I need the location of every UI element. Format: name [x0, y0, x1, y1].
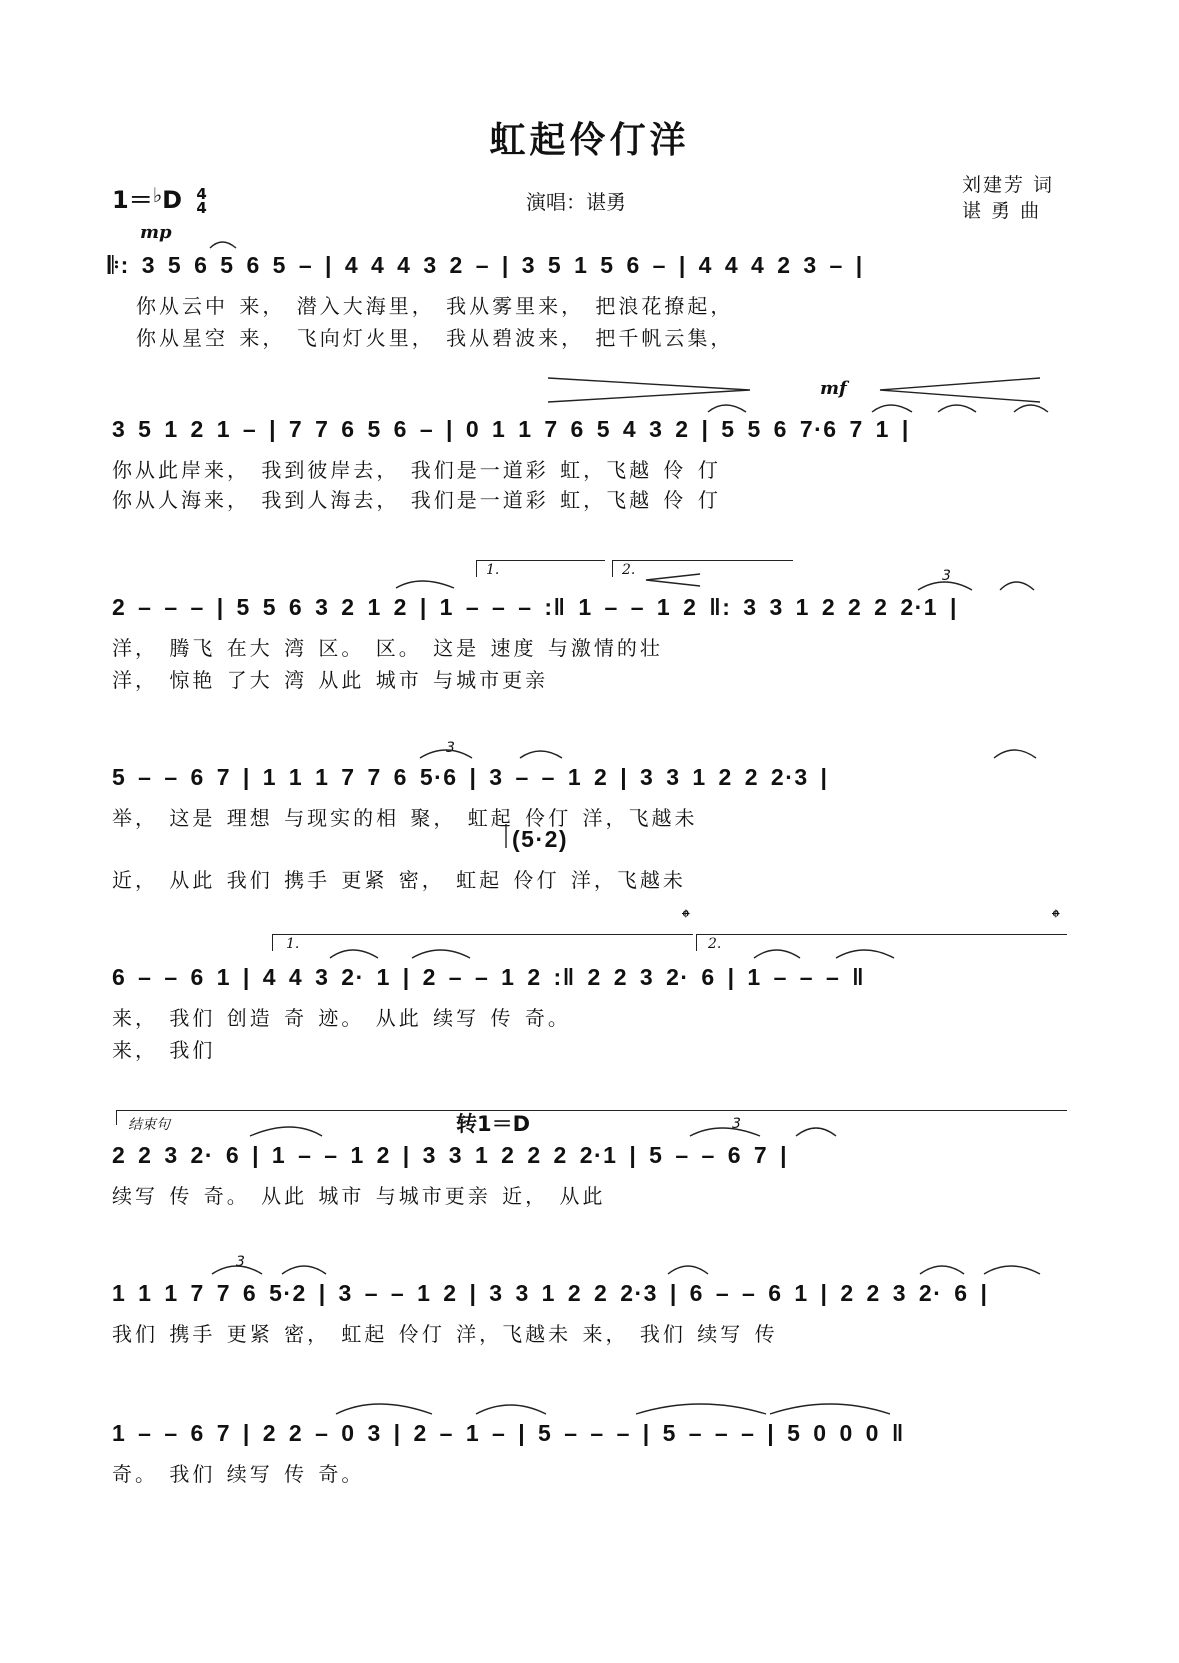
slur [938, 405, 976, 412]
volta-2-label: 2. [622, 562, 636, 578]
notation-row-2: 3 5 1 2 1 – | 7 7 6 5 6 – | 0 1 1 7 6 5 4 3 2 | 5 5 6 7·6 7 1 | [112, 416, 910, 442]
slur [636, 1404, 766, 1414]
lyric-row-3-verse-1: 洋， 腾飞 在大 湾 区。 区。 这是 速度 与激情的壮 [112, 636, 663, 660]
triplet-mark: 3 [942, 568, 951, 584]
slur [476, 1405, 546, 1414]
notation-row-7: 1 1 1 7 7 6 5·2 | 3 – – 1 2 | 3 3 1 2 2 2·3 | 6 – – 6 1 | 2 2 3 2· 6 | [112, 1280, 989, 1306]
slur [920, 1266, 964, 1274]
slur [396, 581, 454, 588]
notation-row-4: 5 – – 6 7 | 1 1 1 7 7 6 5·6 | 3 – – 1 2 | 3 3 1 2 2 2·3 | [112, 764, 829, 790]
dynamic-mp: mp [140, 222, 172, 243]
lyric-row-6-verse-1: 续写 传 奇。 从此 城市 与城市更亲 近， 从此 [112, 1184, 606, 1208]
triplet-mark: 3 [236, 1254, 245, 1270]
singer-credit: 演唱：谌勇 [526, 190, 626, 214]
slur [336, 1404, 432, 1414]
lyric-row-7-verse-1: 我们 携手 更紧 密， 虹起 伶仃 洋，飞越未 来， 我们 续写 传 [112, 1322, 778, 1346]
lyric-row-5-verse-2: 来， 我们 [112, 1038, 216, 1062]
slur [836, 950, 894, 958]
meter-bottom: 4 [196, 199, 207, 217]
triplet-mark: 3 [446, 740, 455, 756]
composer-credit: 谌 勇 曲 [962, 200, 1042, 222]
coda-icon: 𝄌 [682, 906, 690, 931]
modulation-label: 转1＝D [456, 1112, 531, 1136]
slur [330, 950, 378, 958]
key-letter: D [162, 186, 183, 214]
slur [872, 405, 912, 412]
notation-row-3: 2 – – – | 5 5 6 3 2 1 2 | 1 – – – :‖ 1 – – 1 2 ‖: 3 3 1 2 2 2 2·1 | [112, 594, 958, 620]
lyric-row-1-verse-1: 你从云中 来， 潜入大海里， 我从雾里来， 把浪花撩起， [136, 294, 734, 318]
lyric-row-4-verse-1: 举， 这是 理想 与现实的相 聚， 虹起 伶仃 洋，飞越未 [112, 806, 698, 830]
lyric-row-5-verse-1: 来， 我们 创造 奇 迹。 从此 续写 传 奇。 [112, 1006, 571, 1030]
lyricist-credit: 刘建芳 词 [962, 174, 1055, 196]
flat-sign: ♭ [152, 183, 163, 207]
slur [210, 242, 236, 248]
notation-row-6: 2 2 3 2· 6 | 1 – – 1 2 | 3 3 1 2 2 2 2·1 | 5 – – 6 7 | [112, 1142, 789, 1168]
slur [994, 750, 1036, 758]
notation-row-8: 1 – – 6 7 | 2 2 – 0 3 | 2 – 1 – | 5 – – – | 5 – – – | 5 0 0 0 ‖ [112, 1420, 905, 1446]
slur [690, 1128, 760, 1136]
slur [420, 750, 472, 758]
slur [918, 582, 972, 590]
slur [282, 1266, 326, 1274]
page-title: 虹起伶仃洋 [489, 119, 690, 161]
notation-row-5: 6 – – 6 1 | 4 4 3 2· 1 | 2 – – 1 2 :‖ 2 2 3 2· 6 | 1 – – – ‖ [112, 964, 866, 990]
lyric-row-3-verse-2: 洋， 惊艳 了大 湾 从此 城市 与城市更亲 [112, 668, 549, 692]
slur [412, 950, 470, 958]
triplet-mark: 3 [732, 1116, 741, 1132]
ending-label: 结束句 [128, 1117, 170, 1133]
coda-icon: 𝄌 [1052, 906, 1060, 931]
lyric-row-4-verse-2: 近， 从此 我们 携手 更紧 密， 虹起 伶仃 洋，飞越未 [112, 868, 686, 892]
crescendo-hairpin [880, 378, 1040, 402]
slur [668, 1266, 708, 1274]
slur [1000, 582, 1034, 590]
alternate-notes: (5·2) [512, 826, 569, 852]
lyric-row-2-verse-2: 你从人海来， 我到人海去， 我们是一道彩 虹，飞越 伶 仃 [112, 488, 721, 512]
decrescendo-hairpin [548, 378, 750, 402]
slur [796, 1128, 836, 1136]
slur [212, 1266, 262, 1274]
key-prefix: 1＝ [112, 186, 153, 214]
slur [1014, 405, 1048, 412]
volta-2-label: 2. [708, 936, 722, 952]
slur [984, 1266, 1040, 1274]
volta-1-label: 1. [486, 562, 500, 578]
lyric-row-1-verse-2: 你从星空 来， 飞向灯火里， 我从碧波来， 把千帆云集， [136, 326, 734, 350]
lyric-row-2-verse-1: 你从此岸来， 我到彼岸去， 我们是一道彩 虹，飞越 伶 仃 [112, 458, 721, 482]
decrescendo-hairpin [646, 574, 700, 586]
meter-top: 4 [196, 185, 207, 203]
slur [250, 1127, 322, 1136]
volta-1-label: 1. [286, 936, 300, 952]
slur [520, 751, 562, 758]
slur [770, 1404, 890, 1414]
slur [708, 405, 746, 412]
notation-row-1: 𝄆: 3 5 6 5 6 5 – | 4 4 4 3 2 – | 3 5 1 5 6 – | 4 4 4 2 3 – | [108, 252, 864, 278]
dynamic-mf: mf [820, 378, 847, 399]
slur [754, 950, 800, 958]
lyric-row-8-verse-1: 奇。 我们 续写 传 奇。 [112, 1462, 365, 1486]
